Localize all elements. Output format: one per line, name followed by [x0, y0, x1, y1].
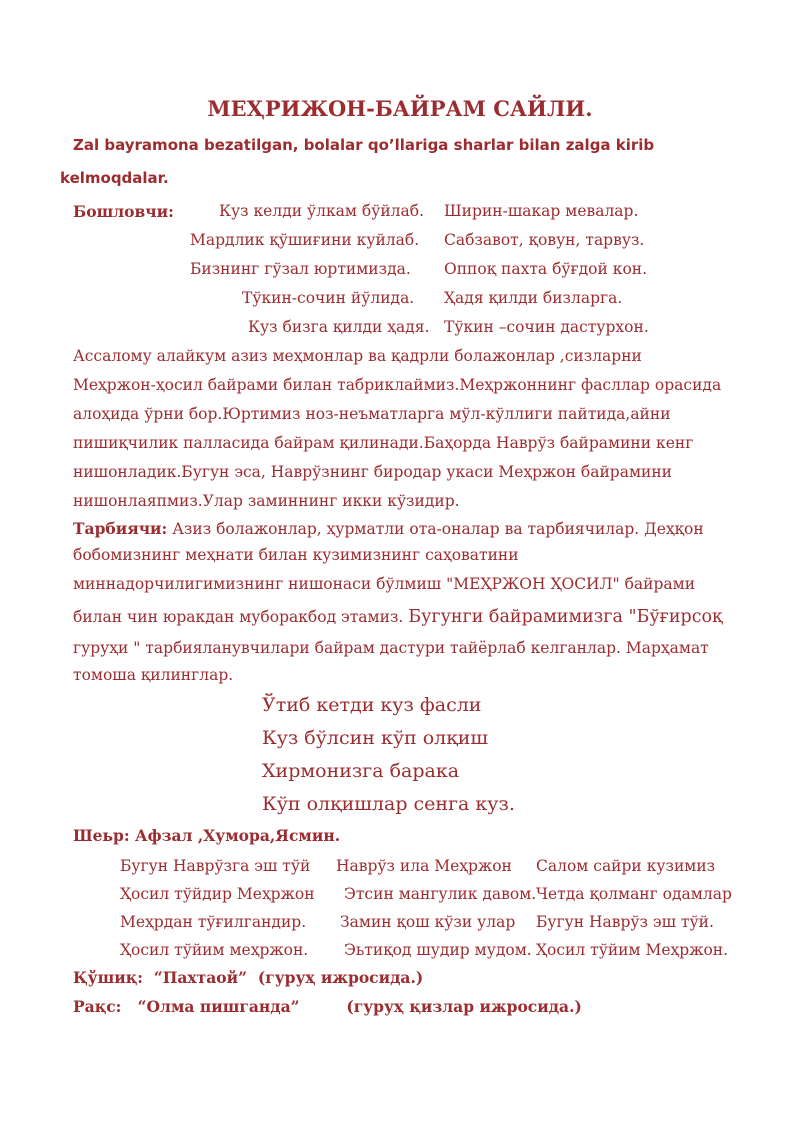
host-poem-left-2: Мардлик қўшиғини куйлаб.	[190, 231, 420, 249]
host-poem-left-5: Куз бизга қилди ҳадя.	[248, 318, 430, 336]
teacher-line-1-text: Азиз болажонлар, ҳурматли ота-оналар ва тарбиячилар. Деҳқон	[167, 520, 704, 538]
intro-line-2: kelmoqdalar.	[60, 169, 169, 187]
poem-line-3: Хирмонизга барака	[262, 760, 460, 782]
song-title: “Пахтаой”	[153, 968, 248, 987]
dance-line	[73, 997, 582, 1016]
song-note: (гуруҳ ижросида.)	[257, 968, 424, 987]
teacher-line-4-b: Бугунги байрамимизга "Бўғирсоқ	[408, 607, 723, 627]
dance-title: “Олма пишганда”	[137, 997, 300, 1016]
teacher-line-4-a: билан чин юракдан муборакбод этамиз.	[73, 608, 409, 626]
teacher-line-1	[73, 519, 704, 538]
verse-col3-line-1: Салом сайри кузимиз	[536, 857, 716, 875]
teacher-line-4	[73, 607, 723, 627]
teacher-line-5: гуруҳи " тарбияланувчилари байрам дастури тайёрлаб келганлар. Марҳамат	[73, 639, 709, 657]
verse-col3-line-4: Ҳосил тўйим Меҳржон.	[536, 941, 729, 959]
host-speech-line-2: Меҳржон-ҳосил байрами билан табриклаймиз.Меҳржоннинг фасллар орасида	[73, 376, 722, 394]
host-poem-left-3: Бизнинг гўзал юртимизда.	[190, 260, 411, 278]
verse-col2-line-3: Замин қош кўзи улар	[340, 913, 516, 931]
host-speech-line-4: пишиқчилик палласида байрам қилинади.Баҳорда Наврўз байрамини кенг	[73, 434, 694, 452]
page-title: МЕҲРИЖОН-БАЙРАМ САЙЛИ.	[207, 96, 593, 121]
host-poem-right-2: Сабзавот, қовун, тарвуз.	[444, 231, 645, 249]
poem-line-2: Куз бўлсин кўп олқиш	[262, 727, 489, 749]
teacher-line-6: томоша қилинглар.	[73, 666, 234, 684]
dance-label: Рақс:	[73, 997, 122, 1016]
host-speech-line-1: Ассалому алайкум азиз меҳмонлар ва қадрли болажонлар ,сизларни	[73, 347, 642, 365]
song-line	[73, 968, 423, 987]
verse-label: Шеьр: Афзал ,Хумора,Ясмин.	[73, 826, 341, 845]
verse-col1-line-4: Ҳосил тўйим меҳржон.	[120, 941, 309, 959]
host-poem-right-1: Ширин-шакар мевалар.	[444, 202, 639, 220]
verse-col3-line-3: Бугун Наврўз эш тўй.	[536, 913, 714, 931]
host-poem-right-4: Ҳадя қилди бизларга.	[444, 289, 623, 307]
teacher-line-2: бобомизнинг меҳнати билан кузимизнинг саҳоватини	[73, 546, 519, 564]
host-poem-right-3: Оппоқ пахта бўғдой кон.	[444, 260, 648, 278]
teacher-line-3: миннадорчилигимизнинг нишонаси бўлмиш "МЕҲРЖОН ҲОСИЛ" байрами	[73, 575, 696, 593]
host-poem-left-1: Куз келди ўлкам бўйлаб.	[219, 202, 425, 220]
dance-note: (гуруҳ қизлар ижросида.)	[346, 997, 582, 1016]
song-label: Қўшиқ:	[73, 968, 144, 987]
host-label: Бошловчи:	[73, 202, 174, 221]
verse-col2-line-2: Этсин мангулик давом.	[344, 885, 537, 903]
host-speech-line-3: алоҳида ўрни бор.Юртимиз ноз-неъматларга мўл-кўллиги пайтида,айни	[73, 405, 671, 423]
verse-col2-line-1: Наврўз ила Меҳржон	[336, 857, 512, 875]
host-speech-line-6: нишонлаяпмиз.Улар заминнинг икки кўзидир.	[73, 492, 460, 510]
poem-line-4: Кўп олқишлар сенга куз.	[262, 793, 515, 815]
intro-line-1: Zal bayramona bezatilgan, bolalar qo’llariga sharlar bilan zalga kirib	[73, 136, 655, 154]
verse-col1-line-2: Ҳосил тўйдир Меҳржон	[120, 885, 315, 903]
verse-col2-line-4: Эьтиқод шудир мудом.	[344, 941, 532, 959]
poem-line-1: Ўтиб кетди куз фасли	[262, 694, 482, 716]
verse-col3-line-2: Четда қолманг одамлар	[536, 885, 732, 903]
teacher-label: Тарбиячи:	[73, 519, 168, 538]
host-speech-line-5: нишонладик.Бугун эса, Наврўзнинг биродар укаси Меҳржон байрамини	[73, 463, 673, 481]
verse-col1-line-3: Меҳрдан тўғилгандир.	[120, 913, 307, 931]
host-poem-left-4: Тўкин-сочин йўлида.	[242, 289, 415, 307]
verse-col1-line-1: Бугун Наврўзга эш тўй	[120, 857, 311, 875]
host-poem-right-5: Тўкин –сочин дастурхон.	[444, 318, 649, 336]
